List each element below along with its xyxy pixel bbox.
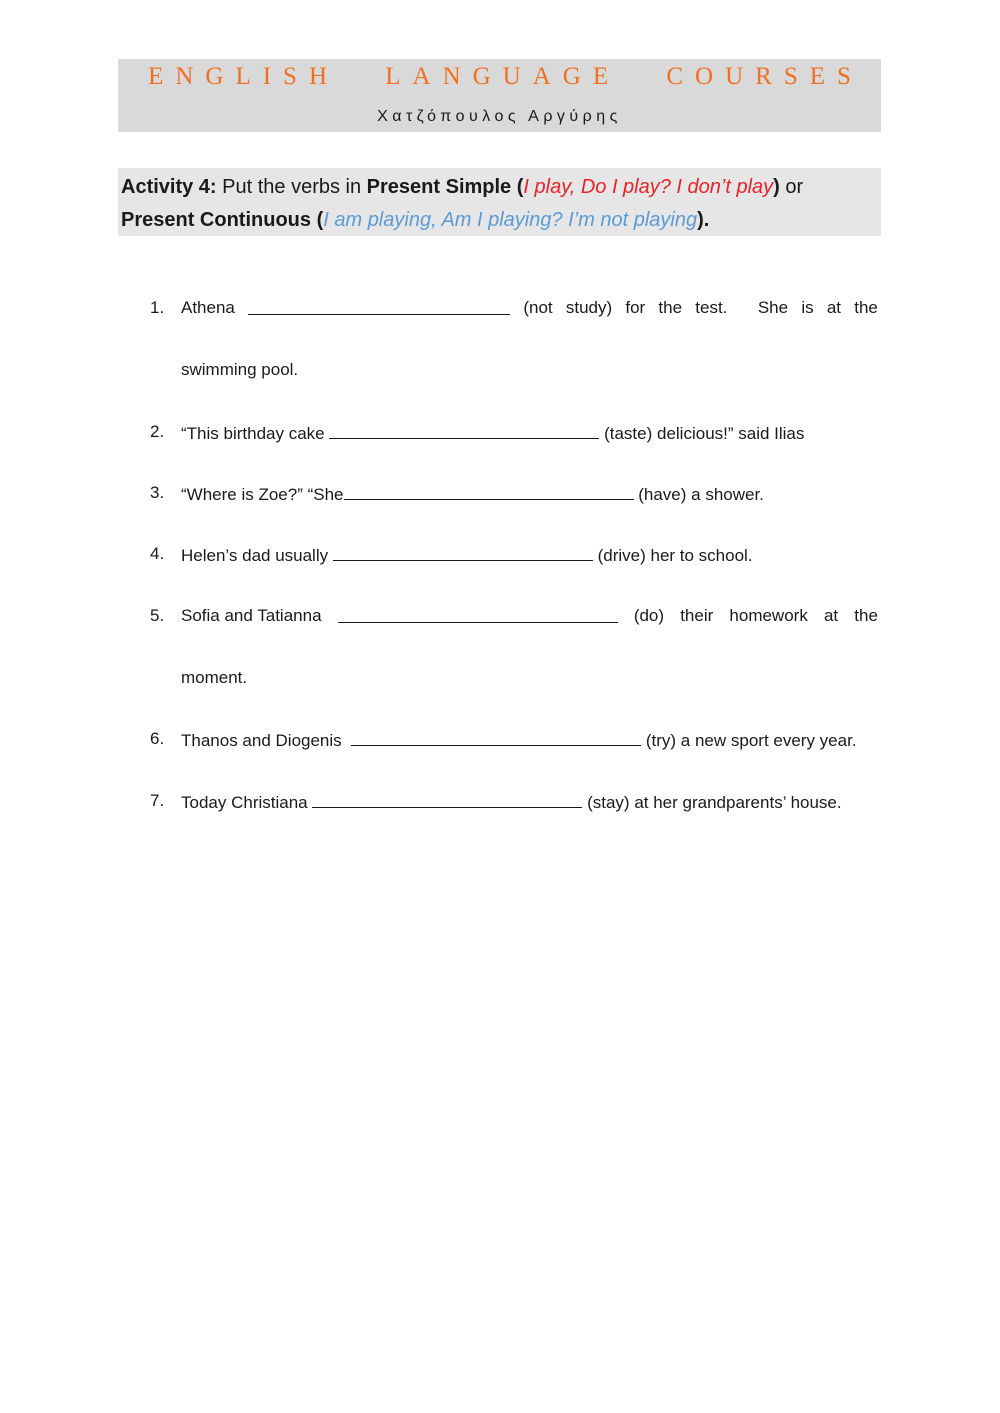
item-word: for — [625, 298, 646, 317]
close-paren: ) — [773, 176, 780, 198]
title-word: COURSES — [666, 63, 863, 90]
instructions-line-1 — [121, 171, 881, 204]
item-word: the — [658, 298, 683, 317]
present-continuous-label: Present Continuous ( — [121, 209, 324, 231]
answer-blank[interactable] — [329, 422, 599, 439]
item-number: 7. — [150, 791, 165, 810]
header-banner — [118, 59, 881, 132]
item-text-before: Today Christiana — [181, 793, 308, 812]
item-text-before: “This birthday cake — [181, 424, 325, 443]
answer-blank[interactable] — [312, 791, 582, 808]
item-text-before: Athena — [181, 298, 235, 317]
item-word: homework — [729, 606, 808, 625]
activity-instructions — [118, 168, 881, 236]
item-word: at — [826, 298, 841, 317]
item-text-after: (try) a new sport every year. — [645, 731, 857, 750]
or-text: or — [779, 176, 804, 198]
teacher-name: Χατζόπουλος Αργύρης — [377, 108, 622, 125]
activity-label: Activity 4: — [121, 176, 217, 198]
item-word: the — [854, 606, 878, 625]
item-text-before: “Where is Zoe?” “She — [181, 485, 344, 504]
item-text — [181, 544, 878, 566]
present-simple-label: Present Simple ( — [366, 176, 524, 198]
item-word: (not — [523, 298, 553, 317]
item-number: 5. — [150, 606, 165, 625]
item-text — [181, 729, 878, 751]
present-simple-examples: I play, Do I play? I don’t play — [523, 176, 774, 198]
item-number: 4. — [150, 544, 165, 563]
item-text-after: (taste) delicious!” said Ilias — [604, 424, 805, 443]
answer-blank[interactable] — [344, 483, 634, 500]
item-word: their — [680, 606, 714, 625]
item-text — [181, 298, 878, 318]
item-word: the — [854, 298, 878, 317]
answer-blank[interactable] — [333, 544, 593, 561]
answer-blank[interactable] — [338, 606, 618, 623]
close-paren: ). — [697, 209, 710, 231]
item-continuation: swimming pool. — [181, 360, 299, 379]
item-continuation: moment. — [181, 668, 248, 687]
item-word: at — [823, 606, 839, 625]
instructions-text: Put the verbs in — [216, 176, 367, 198]
item-text — [181, 422, 878, 444]
item-word: is — [801, 298, 814, 317]
item-text-before: Sofia and Tatianna — [181, 606, 322, 625]
present-continuous-examples: I am playing, Am I playing? I’m not playing — [323, 209, 698, 231]
item-number: 1. — [150, 298, 165, 317]
item-number: 3. — [150, 483, 165, 502]
item-text-after: (have) a shower. — [638, 485, 764, 504]
course-title — [118, 63, 881, 91]
item-word: study) — [565, 298, 613, 317]
item-text-after: (stay) at her grandparents’ house. — [587, 793, 842, 812]
item-word: (do) — [633, 606, 665, 625]
item-text — [181, 483, 878, 505]
item-text-after: (drive) her to school. — [597, 546, 753, 565]
item-word: test. — [695, 298, 728, 317]
item-text — [181, 791, 878, 813]
instructions-line-2 — [121, 204, 881, 237]
item-text-before: Thanos and Diogenis — [181, 731, 342, 750]
item-text-before: Helen’s dad usually — [181, 546, 329, 565]
item-word: She — [757, 298, 789, 317]
item-number: 2. — [150, 422, 165, 441]
item-text — [181, 606, 878, 626]
answer-blank[interactable] — [351, 729, 641, 746]
title-word: ENGLISH — [148, 63, 339, 90]
title-word: LANGUAGE — [385, 63, 621, 90]
answer-blank[interactable] — [248, 298, 510, 315]
item-number: 6. — [150, 729, 165, 748]
